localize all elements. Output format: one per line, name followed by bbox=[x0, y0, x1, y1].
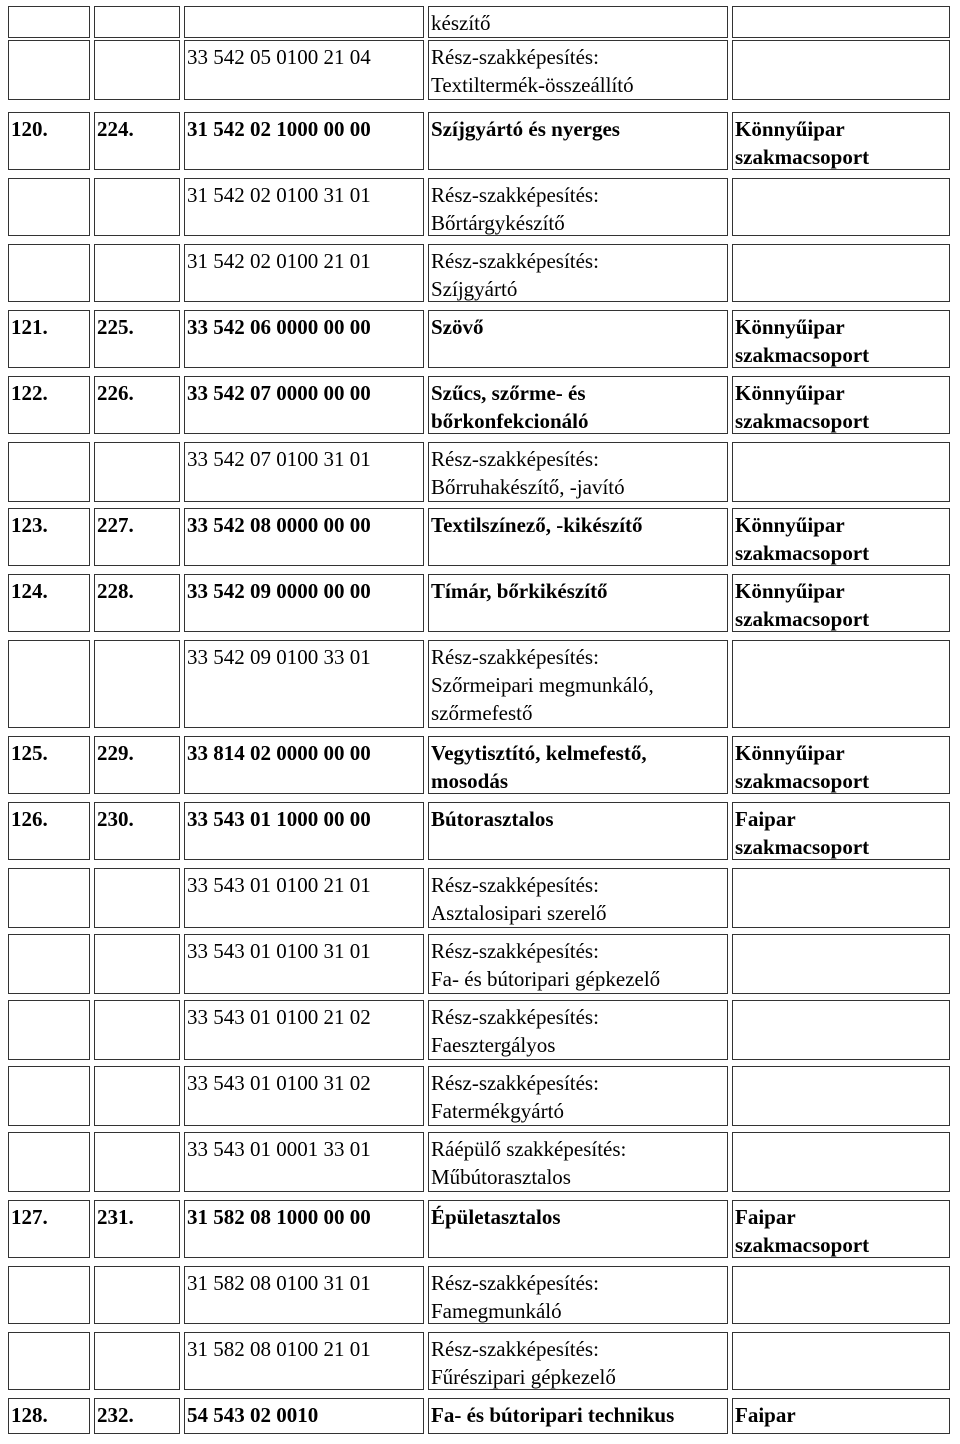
qualification-name bbox=[428, 574, 732, 636]
qualification-code-text: 33 542 07 0000 00 00 bbox=[187, 381, 371, 405]
qualification-code-text: 33 542 07 0100 31 01 bbox=[187, 447, 371, 471]
row-serial bbox=[94, 934, 184, 998]
sector-group-line: Faipar bbox=[735, 1205, 796, 1229]
row-serial-text: 226. bbox=[97, 381, 134, 405]
row-number bbox=[8, 736, 94, 798]
qualification-name bbox=[428, 1066, 732, 1130]
qualification-code bbox=[184, 1066, 428, 1130]
row-number bbox=[8, 802, 94, 864]
qualification-name-line: Bútorasztalos bbox=[431, 807, 554, 831]
qualification-code-text: 31 582 08 0100 31 01 bbox=[187, 1271, 371, 1295]
qualification-code bbox=[184, 40, 428, 104]
row-number bbox=[8, 868, 94, 932]
qualification-name-line: Rész-szakképesítés: bbox=[431, 873, 599, 897]
qualification-code bbox=[184, 1332, 428, 1394]
sector-group bbox=[732, 1200, 954, 1262]
row-serial bbox=[94, 6, 184, 42]
sector-group bbox=[732, 1000, 954, 1064]
row-number-text: 125. bbox=[11, 741, 48, 765]
row-serial-text: 229. bbox=[97, 741, 134, 765]
row-serial-text: 225. bbox=[97, 315, 134, 339]
table-row bbox=[0, 508, 960, 570]
row-number bbox=[8, 1266, 94, 1328]
qualification-code-text: 31 542 02 0100 31 01 bbox=[187, 183, 371, 207]
sector-group bbox=[732, 736, 954, 798]
row-serial bbox=[94, 508, 184, 570]
qualification-name-line: Rész-szakképesítés: bbox=[431, 1337, 599, 1361]
row-number bbox=[8, 574, 94, 636]
qualification-code bbox=[184, 1000, 428, 1064]
row-number-text: 128. bbox=[11, 1403, 48, 1427]
row-serial-text: 230. bbox=[97, 807, 134, 831]
qualification-name-line: Szövő bbox=[431, 315, 484, 339]
row-number bbox=[8, 934, 94, 998]
row-number-text: 120. bbox=[11, 117, 48, 141]
qualification-name-line: Faesztergályos bbox=[431, 1033, 556, 1057]
table-subrow bbox=[0, 1000, 960, 1064]
row-number-text: 124. bbox=[11, 579, 48, 603]
table-subrow bbox=[0, 1266, 960, 1328]
qualification-code bbox=[184, 802, 428, 864]
qualification-name bbox=[428, 6, 732, 42]
sector-group-line: szakmacsoport bbox=[735, 409, 870, 433]
sector-group-line: szakmacsoport bbox=[735, 1233, 870, 1257]
row-number bbox=[8, 6, 94, 42]
qualification-code bbox=[184, 574, 428, 636]
table-row bbox=[0, 1398, 960, 1438]
qualification-name-line: Fa- és bútoripari gépkezelő bbox=[431, 967, 661, 991]
qualification-name bbox=[428, 40, 732, 104]
qualification-name-line: Rész-szakképesítés: bbox=[431, 645, 599, 669]
qualification-code-text: 31 542 02 1000 00 00 bbox=[187, 117, 371, 141]
qualification-name bbox=[428, 244, 732, 306]
row-number bbox=[8, 1066, 94, 1130]
sector-group-line: szakmacsoport bbox=[735, 607, 870, 631]
table-row bbox=[0, 310, 960, 372]
table-row bbox=[0, 736, 960, 798]
qualification-name bbox=[428, 1266, 732, 1328]
row-number bbox=[8, 376, 94, 438]
qualification-name-line: Műbútorasztalos bbox=[431, 1165, 571, 1189]
qualification-code-text: 33 543 01 0100 21 02 bbox=[187, 1005, 371, 1029]
table-subrow bbox=[0, 1332, 960, 1394]
qualification-name bbox=[428, 508, 732, 570]
sector-group bbox=[732, 640, 954, 732]
sector-group bbox=[732, 1266, 954, 1328]
qualification-code bbox=[184, 736, 428, 798]
row-serial bbox=[94, 868, 184, 932]
qualification-code-text: 33 542 09 0100 33 01 bbox=[187, 645, 371, 669]
table-subrow bbox=[0, 244, 960, 306]
sector-group bbox=[732, 6, 954, 42]
row-serial-text: 231. bbox=[97, 1205, 134, 1229]
qualification-code-text: 33 542 05 0100 21 04 bbox=[187, 45, 371, 69]
row-serial bbox=[94, 1200, 184, 1262]
qualification-name-line: Szőrmeipari megmunkáló, bbox=[431, 673, 654, 697]
sector-group bbox=[732, 868, 954, 932]
sector-group bbox=[732, 1066, 954, 1130]
qualification-name-line: Szíjgyártó bbox=[431, 277, 518, 301]
qualification-name-line: Fűrészipari gépkezelő bbox=[431, 1365, 616, 1389]
qualification-code bbox=[184, 640, 428, 732]
row-serial bbox=[94, 244, 184, 306]
qualification-code-text: 33 542 06 0000 00 00 bbox=[187, 315, 371, 339]
row-serial bbox=[94, 310, 184, 372]
row-serial-text: 228. bbox=[97, 579, 134, 603]
qualification-name bbox=[428, 1332, 732, 1394]
qualification-name-line: mosodás bbox=[431, 769, 509, 793]
row-number bbox=[8, 1132, 94, 1196]
qualification-code-text: 33 543 01 0001 33 01 bbox=[187, 1137, 371, 1161]
sector-group bbox=[732, 574, 954, 636]
qualification-name-line: Bőrruhakészítő, -javító bbox=[431, 475, 625, 499]
row-serial bbox=[94, 1266, 184, 1328]
sector-group-line: Faipar bbox=[735, 1403, 796, 1427]
qualification-name bbox=[428, 376, 732, 438]
qualification-name-line: szőrmefestő bbox=[431, 701, 533, 725]
sector-group bbox=[732, 1132, 954, 1196]
row-number bbox=[8, 442, 94, 506]
row-number bbox=[8, 1000, 94, 1064]
row-number-text: 121. bbox=[11, 315, 48, 339]
qualification-code-text: 31 542 02 0100 21 01 bbox=[187, 249, 371, 273]
row-number bbox=[8, 178, 94, 240]
qualification-name-line: Rész-szakképesítés: bbox=[431, 183, 599, 207]
sector-group bbox=[732, 508, 954, 570]
sector-group bbox=[732, 802, 954, 864]
qualification-code-text: 33 543 01 0100 31 01 bbox=[187, 939, 371, 963]
qualification-name-line: Famegmunkáló bbox=[431, 1299, 562, 1323]
row-number bbox=[8, 1398, 94, 1438]
sector-group-line: Könnyűipar bbox=[735, 579, 845, 603]
qualification-name-line: bőrkonfekcionáló bbox=[431, 409, 589, 433]
qualification-code bbox=[184, 442, 428, 506]
qualification-name-line: Textiltermék-összeállító bbox=[431, 73, 634, 97]
qualification-name-line: Épületasztalos bbox=[431, 1205, 561, 1229]
qualification-code-text: 33 542 09 0000 00 00 bbox=[187, 579, 371, 603]
row-serial bbox=[94, 1000, 184, 1064]
qualification-code bbox=[184, 508, 428, 570]
qualification-name-line: Rész-szakképesítés: bbox=[431, 45, 599, 69]
qualification-name-line: Vegytisztító, kelmefestő, bbox=[431, 741, 647, 765]
qualification-code bbox=[184, 244, 428, 306]
row-number bbox=[8, 1200, 94, 1262]
qualification-code bbox=[184, 1398, 428, 1438]
qualification-name bbox=[428, 112, 732, 174]
qualification-code bbox=[184, 868, 428, 932]
table-subrow bbox=[0, 868, 960, 932]
row-serial bbox=[94, 574, 184, 636]
qualification-name bbox=[428, 442, 732, 506]
table-subrow bbox=[0, 6, 960, 42]
qualification-name-line: Ráépülő szakképesítés: bbox=[431, 1137, 627, 1161]
qualification-code-text: 33 542 08 0000 00 00 bbox=[187, 513, 371, 537]
qualification-code bbox=[184, 1266, 428, 1328]
table-subrow bbox=[0, 1066, 960, 1130]
row-number bbox=[8, 640, 94, 732]
sector-group bbox=[732, 376, 954, 438]
sector-group bbox=[732, 244, 954, 306]
row-serial bbox=[94, 376, 184, 438]
qualification-name bbox=[428, 1200, 732, 1262]
qualification-code bbox=[184, 178, 428, 240]
row-serial bbox=[94, 1066, 184, 1130]
table-row bbox=[0, 574, 960, 636]
qualification-name bbox=[428, 1132, 732, 1196]
qualification-code bbox=[184, 1200, 428, 1262]
qualification-name bbox=[428, 1398, 732, 1438]
qualification-code-text: 33 814 02 0000 00 00 bbox=[187, 741, 371, 765]
sector-group-line: szakmacsoport bbox=[735, 835, 870, 859]
qualification-name-line: Rész-szakképesítés: bbox=[431, 1005, 599, 1029]
qualification-name bbox=[428, 310, 732, 372]
qualification-code bbox=[184, 376, 428, 438]
row-serial bbox=[94, 1132, 184, 1196]
qualification-code-text: 31 582 08 1000 00 00 bbox=[187, 1205, 371, 1229]
row-serial bbox=[94, 1332, 184, 1394]
sector-group-line: Könnyűipar bbox=[735, 117, 845, 141]
row-number-text: 123. bbox=[11, 513, 48, 537]
table-subrow bbox=[0, 178, 960, 240]
table-subrow bbox=[0, 442, 960, 506]
row-number-text: 127. bbox=[11, 1205, 48, 1229]
row-number bbox=[8, 40, 94, 104]
qualification-code-text: 54 543 02 0010 bbox=[187, 1403, 319, 1427]
row-number bbox=[8, 310, 94, 372]
qualification-name-line: Rész-szakképesítés: bbox=[431, 447, 599, 471]
sector-group bbox=[732, 178, 954, 240]
qualification-code-text: 33 543 01 0100 21 01 bbox=[187, 873, 371, 897]
sector-group-line: Faipar bbox=[735, 807, 796, 831]
qualification-code-text: 33 543 01 0100 31 02 bbox=[187, 1071, 371, 1095]
sector-group bbox=[732, 310, 954, 372]
qualification-code bbox=[184, 112, 428, 174]
qualification-name-line: Tímár, bőrkikészítő bbox=[431, 579, 608, 603]
qualification-name bbox=[428, 1000, 732, 1064]
row-serial bbox=[94, 112, 184, 174]
sector-group bbox=[732, 442, 954, 506]
table-row bbox=[0, 1200, 960, 1262]
table-subrow bbox=[0, 640, 960, 732]
row-serial bbox=[94, 442, 184, 506]
sector-group bbox=[732, 934, 954, 998]
sector-group-line: Könnyűipar bbox=[735, 513, 845, 537]
qualification-code-text: 33 543 01 1000 00 00 bbox=[187, 807, 371, 831]
qualification-name-line: Szíjgyártó és nyerges bbox=[431, 117, 620, 141]
qualification-name bbox=[428, 736, 732, 798]
sector-group bbox=[732, 112, 954, 174]
row-number bbox=[8, 244, 94, 306]
row-number bbox=[8, 112, 94, 174]
qualification-code bbox=[184, 310, 428, 372]
sector-group bbox=[732, 1332, 954, 1394]
row-serial bbox=[94, 40, 184, 104]
qualification-name-line: Rész-szakképesítés: bbox=[431, 249, 599, 273]
row-serial-text: 224. bbox=[97, 117, 134, 141]
table-subrow bbox=[0, 934, 960, 998]
qualification-code bbox=[184, 6, 428, 42]
row-serial-text: 232. bbox=[97, 1403, 134, 1427]
sector-group bbox=[732, 1398, 954, 1438]
qualification-name bbox=[428, 802, 732, 864]
qualification-code bbox=[184, 934, 428, 998]
row-serial bbox=[94, 178, 184, 240]
qualification-name-line: Textilszínező, -kikészítő bbox=[431, 513, 643, 537]
row-number-text: 122. bbox=[11, 381, 48, 405]
qualification-name-line: Szűcs, szőrme- és bbox=[431, 381, 586, 405]
qualification-name-line: Fa- és bútoripari technikus bbox=[431, 1403, 675, 1427]
qualification-name bbox=[428, 640, 732, 732]
sector-group bbox=[732, 40, 954, 104]
qualification-name-line: Rész-szakképesítés: bbox=[431, 1271, 599, 1295]
row-serial bbox=[94, 1398, 184, 1438]
sector-group-line: szakmacsoport bbox=[735, 145, 870, 169]
qualification-name-line: Fatermékgyártó bbox=[431, 1099, 564, 1123]
sector-group-line: szakmacsoport bbox=[735, 343, 870, 367]
qualification-name-line: Rész-szakképesítés: bbox=[431, 939, 599, 963]
table-subrow bbox=[0, 40, 960, 104]
table-row bbox=[0, 376, 960, 438]
sector-group-line: Könnyűipar bbox=[735, 381, 845, 405]
row-serial bbox=[94, 640, 184, 732]
qualification-name bbox=[428, 868, 732, 932]
row-serial bbox=[94, 802, 184, 864]
row-number bbox=[8, 508, 94, 570]
qualification-code-text: 31 582 08 0100 21 01 bbox=[187, 1337, 371, 1361]
qualification-name bbox=[428, 934, 732, 998]
qualification-name-line: Rész-szakképesítés: bbox=[431, 1071, 599, 1095]
sector-group-line: szakmacsoport bbox=[735, 769, 870, 793]
table-row bbox=[0, 802, 960, 864]
table-subrow bbox=[0, 1132, 960, 1196]
qualification-name-line: készítő bbox=[431, 11, 491, 35]
qualification-code bbox=[184, 1132, 428, 1196]
qualification-name-line: Asztalosipari szerelő bbox=[431, 901, 607, 925]
row-serial-text: 227. bbox=[97, 513, 134, 537]
qualification-name-line: Bőrtárgykészítő bbox=[431, 211, 565, 235]
sector-group-line: Könnyűipar bbox=[735, 741, 845, 765]
row-serial bbox=[94, 736, 184, 798]
sector-group-line: Könnyűipar bbox=[735, 315, 845, 339]
row-number bbox=[8, 1332, 94, 1394]
sector-group-line: szakmacsoport bbox=[735, 541, 870, 565]
table-row bbox=[0, 112, 960, 174]
row-number-text: 126. bbox=[11, 807, 48, 831]
qualification-name bbox=[428, 178, 732, 240]
